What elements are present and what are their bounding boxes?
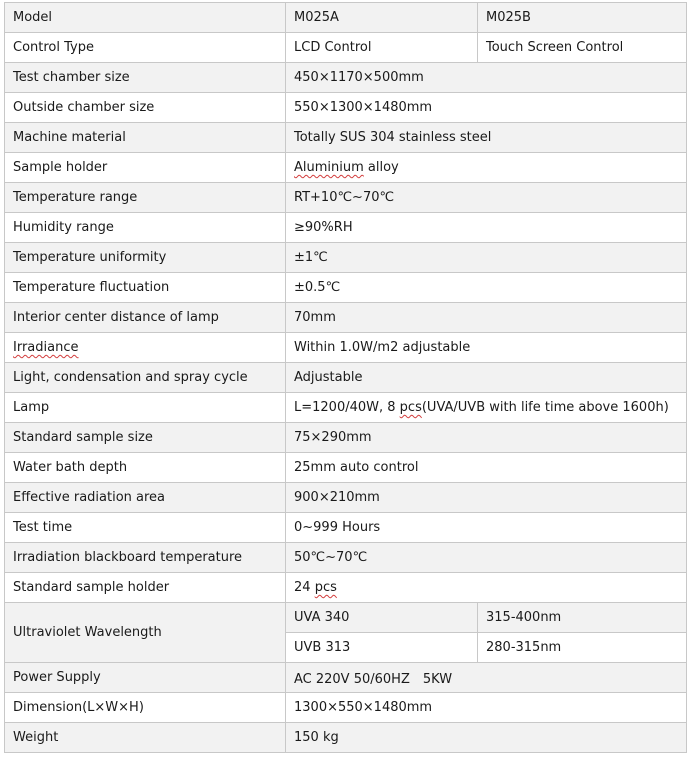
cell-value: UVA 340: [286, 603, 478, 633]
row-label: Test chamber size: [5, 63, 286, 93]
cell-value: ±1℃: [286, 243, 687, 273]
table-row: [5, 123, 687, 153]
cell-value: Within 1.0W/m2 adjustable: [286, 333, 687, 363]
row-label: Model: [5, 3, 286, 33]
cell-value: [286, 393, 687, 423]
spellcheck-word: Irradiance: [13, 340, 79, 355]
row-label: Sample holder: [5, 153, 286, 183]
table-row: [5, 423, 687, 453]
row-label: Temperature fluctuation: [5, 273, 286, 303]
cell-value: 25mm auto control: [286, 453, 687, 483]
row-label: Standard sample holder: [5, 573, 286, 603]
table-row: [5, 723, 687, 753]
row-label: Standard sample size: [5, 423, 286, 453]
cell-value: 150 kg: [286, 723, 687, 753]
cell-value: [286, 573, 687, 603]
cell-value: 75×290mm: [286, 423, 687, 453]
cell-value: 900×210mm: [286, 483, 687, 513]
row-label: Control Type: [5, 33, 286, 63]
value-text: alloy: [363, 160, 399, 175]
cell-value: 280-315nm: [478, 633, 687, 663]
cell-value: RT+10℃~70℃: [286, 183, 687, 213]
spellcheck-word: pcs: [314, 580, 337, 595]
cell-value: LCD Control: [286, 33, 478, 63]
table-row: [5, 243, 687, 273]
table-row: [5, 663, 687, 693]
cell-value: 0~999 Hours: [286, 513, 687, 543]
row-label: Lamp: [5, 393, 286, 423]
table-row: [5, 3, 687, 33]
cell-value: Adjustable: [286, 363, 687, 393]
table-row: [5, 63, 687, 93]
row-label: Ultraviolet Wavelength: [5, 603, 286, 663]
row-label: Machine material: [5, 123, 286, 153]
table-row: [5, 453, 687, 483]
table-row: [5, 573, 687, 603]
value-text: 24: [294, 580, 315, 595]
value-text: (UVA/UVB with life time above 1600h): [421, 400, 669, 415]
table-row: [5, 363, 687, 393]
cell-value: AC 220V 50/60HZ 5KW: [286, 663, 687, 693]
cell-value: ±0.5℃: [286, 273, 687, 303]
cell-value: UVB 313: [286, 633, 478, 663]
table-row: [5, 333, 687, 363]
row-label: Dimension(L×W×H): [5, 693, 286, 723]
row-label: Humidity range: [5, 213, 286, 243]
table-row: [5, 603, 687, 633]
spellcheck-word: pcs: [399, 400, 422, 415]
row-label: Weight: [5, 723, 286, 753]
row-label: Test time: [5, 513, 286, 543]
table-row: [5, 93, 687, 123]
table-row: [5, 183, 687, 213]
cell-value: 70mm: [286, 303, 687, 333]
cell-value: 1300×550×1480mm: [286, 693, 687, 723]
cell-value: Totally SUS 304 stainless steel: [286, 123, 687, 153]
table-row: [5, 273, 687, 303]
cell-value: Touch Screen Control: [478, 33, 687, 63]
table-row: [5, 303, 687, 333]
table-row: [5, 543, 687, 573]
row-label: [5, 333, 286, 363]
row-label: Outside chamber size: [5, 93, 286, 123]
cell-value: M025B: [478, 3, 687, 33]
spellcheck-word: Aluminium: [294, 160, 364, 175]
table-row: [5, 393, 687, 423]
value-text: L=1200/40W, 8: [294, 400, 400, 415]
cell-value: [286, 153, 687, 183]
cell-value: 550×1300×1480mm: [286, 93, 687, 123]
table-row: [5, 483, 687, 513]
cell-value: ≥90%RH: [286, 213, 687, 243]
row-label: Interior center distance of lamp: [5, 303, 286, 333]
row-label: Temperature uniformity: [5, 243, 286, 273]
table-row: [5, 153, 687, 183]
cell-value: 450×1170×500mm: [286, 63, 687, 93]
row-label: Water bath depth: [5, 453, 286, 483]
row-label: Light, condensation and spray cycle: [5, 363, 286, 393]
spec-table: [4, 2, 687, 753]
table-row: [5, 513, 687, 543]
cell-value: M025A: [286, 3, 478, 33]
table-row: [5, 213, 687, 243]
cell-value: 315-400nm: [478, 603, 687, 633]
table-row: [5, 33, 687, 63]
row-label: Power Supply: [5, 663, 286, 693]
row-label: Effective radiation area: [5, 483, 286, 513]
row-label: Irradiation blackboard temperature: [5, 543, 286, 573]
table-row: [5, 693, 687, 723]
row-label: Temperature range: [5, 183, 286, 213]
cell-value: 50℃~70℃: [286, 543, 687, 573]
